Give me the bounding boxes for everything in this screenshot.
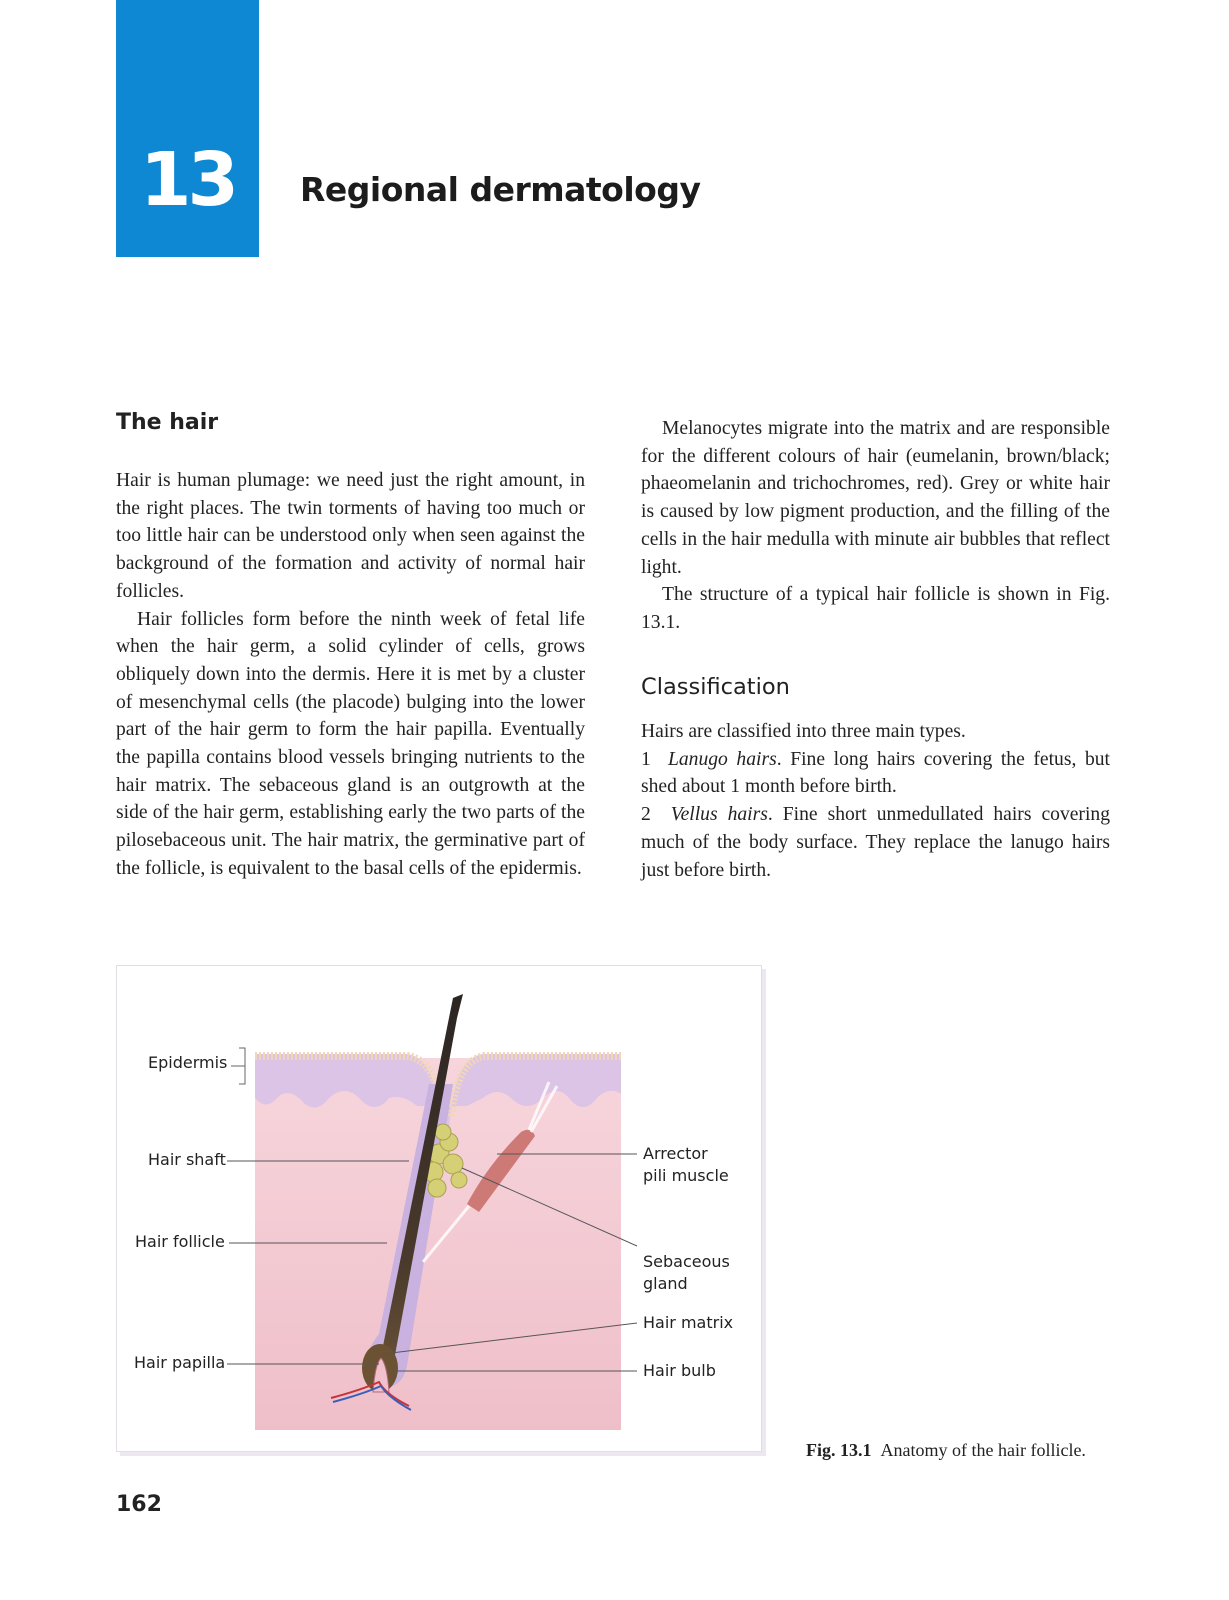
- paragraph-intro: Hair is human plumage: we need just the right amount, in the right places. The twin torments of having too much or too little hair can be understood only when seen against the background of the formation and activity of normal hair follicles.: [116, 470, 585, 602]
- label-sebaceous-line1: Sebaceous: [643, 1252, 730, 1271]
- label-hair-follicle: Hair follicle: [135, 1232, 225, 1251]
- label-hair-bulb: Hair bulb: [643, 1361, 716, 1380]
- figure-caption: [806, 1440, 1086, 1461]
- list-text: . Fine short unmedullated hairs covering much of the body surface. They replace the lanugo hairs just before birth.: [641, 804, 1110, 881]
- list-term: Lanugo hairs: [667, 748, 777, 770]
- label-hair-papilla: Hair papilla: [134, 1353, 226, 1372]
- chapter-number: 13: [140, 137, 235, 223]
- label-arrector-line2: pili muscle: [643, 1166, 729, 1185]
- list-text: . Fine long hairs covering the fetus, but shed about 1 month before birth.: [641, 748, 1110, 798]
- label-arrector-line1: Arrector: [643, 1144, 708, 1163]
- label-arrector-pili: [643, 1143, 729, 1187]
- label-sebaceous-gland: [643, 1251, 730, 1295]
- paragraph-formation: Hair follicles form before the ninth week of fetal life when the hair germ, a solid cylinder of cells, grows obliquely down into the dermis. Here it is met by a cluster of mesenchymal cells (the placode) bulging into the lower part of the hair germ to form the hair papilla. Eventually the papilla contains blood vessels bringing nutrients to the hair matrix. The sebaceous gland is an outgrowth at the side of the hair germ, establishing early the two parts of the pilosebaceous unit. The hair matrix, the germinative part of the follicle, is equivalent to the basal cells of the epidermis.: [116, 608, 585, 879]
- classification-intro: Hairs are classified into three main types.: [641, 721, 966, 742]
- caption-label: Fig. 13.1: [806, 1440, 872, 1460]
- list-item: [641, 746, 1110, 801]
- list-number: 2: [641, 804, 651, 826]
- right-column-classification: [641, 718, 1110, 884]
- paragraph-structure: The structure of a typical hair follicle is shown in Fig. 13.1.: [641, 584, 1110, 633]
- left-column: [116, 467, 585, 883]
- section-heading: The hair: [116, 410, 219, 435]
- label-epidermis: Epidermis: [148, 1053, 228, 1072]
- label-hair-matrix: Hair matrix: [643, 1313, 734, 1332]
- page-number: 162: [116, 1492, 162, 1517]
- classification-heading: Classification: [641, 674, 790, 700]
- chapter-title: Regional dermatology: [300, 170, 701, 209]
- caption-text: Anatomy of the hair follicle.: [880, 1440, 1086, 1460]
- paragraph-melanocytes: Melanocytes migrate into the matrix and are responsible for the different colours of hair (eumelanin, brown/black; phaeomelanin and trichochromes, red). Grey or white hair is caused by low pigment production, and the filling of the cells in the hair medulla with minute air bubbles that reflect light.: [641, 418, 1110, 578]
- list-term: Vellus hairs: [670, 804, 768, 826]
- list-number: 1: [641, 748, 651, 770]
- epidermis-bracket: [231, 1048, 245, 1084]
- list-item: [641, 801, 1110, 884]
- figure-hair-follicle: [116, 965, 762, 1452]
- label-sebaceous-line2: gland: [643, 1274, 688, 1293]
- right-column-top: [641, 415, 1110, 637]
- label-hair-shaft: Hair shaft: [148, 1150, 226, 1169]
